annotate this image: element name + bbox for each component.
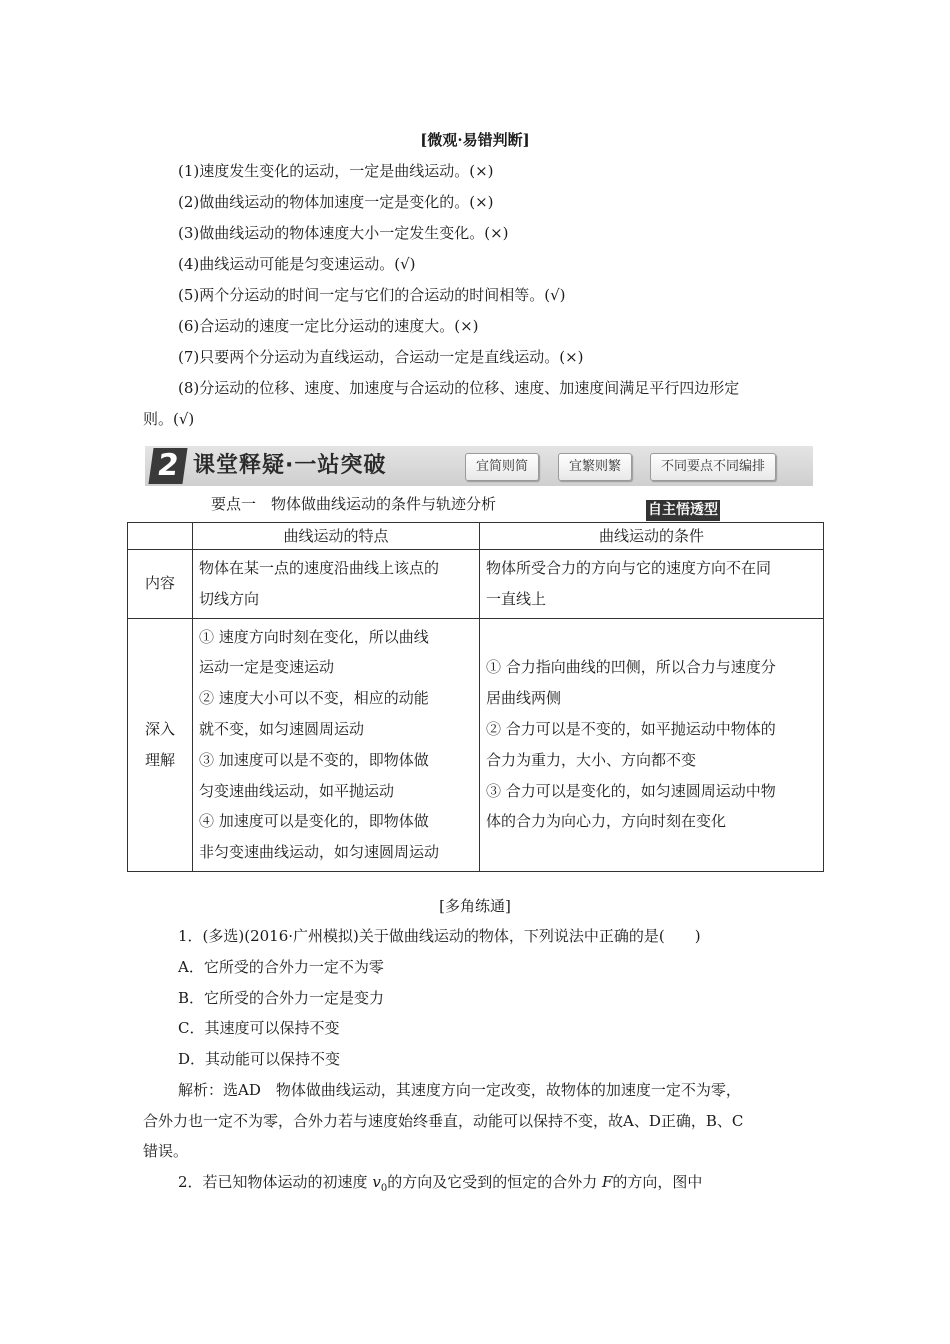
table-corner-cell xyxy=(128,523,193,550)
cell-line: 一直线上 xyxy=(486,589,547,608)
section-title: 课堂释疑·一站突破 xyxy=(193,453,387,478)
cell-line: 匀变速曲线运动，如平抛运动 xyxy=(199,781,395,800)
option-d: D．其动能可以保持不变 xyxy=(178,1050,341,1068)
table-cell xyxy=(193,550,480,619)
table-row xyxy=(128,618,824,871)
cell-line: 切线方向 xyxy=(199,589,260,608)
row-label-content: 内容 xyxy=(128,550,193,619)
q2-v-subscript: 0 xyxy=(380,1183,388,1194)
micro-item-8-line1: (8)分运动的位移、速度、加速度与合运动的位移、速度、加速度间满足平行四边形定 xyxy=(178,379,740,397)
table-row xyxy=(128,550,824,619)
micro-item-6: (6)合运动的速度一定比分运动的速度大。(×) xyxy=(178,317,479,335)
table-header-features: 曲线运动的特点 xyxy=(193,523,480,550)
micro-item-8-line2: 则。(√) xyxy=(143,410,195,428)
micro-item-2: (2)做曲线运动的物体加速度一定是变化的。(×) xyxy=(178,193,494,211)
row-label-line: 理解 xyxy=(144,750,175,769)
cell-line: 非匀变速曲线运动，如匀速圆周运动 xyxy=(199,843,440,862)
q2-mid: 的方向及它受到的恒定的合外力 xyxy=(387,1173,602,1191)
practice-heading: [多角练通] xyxy=(439,897,511,915)
cell-line: 运动一定是变速运动 xyxy=(199,658,335,677)
cell-line: ① 速度方向时刻在变化，所以曲线 xyxy=(199,627,429,646)
table-cell xyxy=(480,550,824,619)
micro-item-7: (7)只要两个分运动为直线运动，合运动一定是直线运动。(×) xyxy=(178,348,584,366)
table-header-conditions: 曲线运动的条件 xyxy=(480,523,824,550)
table-cell xyxy=(193,618,480,871)
cell-line: ③ 合力可以是变化的，如匀速圆周运动中物 xyxy=(486,781,776,800)
analysis-line-2: 合外力也一定不为零，合外力若与速度始终垂直，动能可以保持不变，故A、D正确，B、C xyxy=(143,1112,744,1130)
cell-line: 体的合力为向心力，方向时刻在变化 xyxy=(486,812,727,831)
section-number: 2 xyxy=(148,448,187,484)
cell-line: ③ 加速度可以是不变的，即物体做 xyxy=(199,750,429,769)
question-1: 1．(多选)(2016·广州模拟)关于做曲线运动的物体，下列说法中正确的是( ) xyxy=(178,927,701,945)
tag-varied-button[interactable]: 不同要点不同编排 xyxy=(650,453,776,481)
q2-post: 的方向，图中 xyxy=(612,1173,703,1191)
cell-line: 物体所受合力的方向与它的速度方向不在同 xyxy=(486,559,772,577)
cell-line: ① 合力指向曲线的凹侧，所以合力与速度分 xyxy=(486,658,776,677)
table-header-row xyxy=(128,523,824,550)
section-banner xyxy=(145,446,813,486)
option-c: C．其速度可以保持不变 xyxy=(178,1019,340,1037)
cell-line: ② 合力可以是不变的，如平抛运动中物体的 xyxy=(486,719,776,738)
self-study-badge: 自主悟透型 xyxy=(646,500,720,521)
cell-line: ② 速度大小可以不变，相应的动能 xyxy=(199,689,429,708)
curve-motion-table xyxy=(127,522,824,872)
option-b: B．它所受的合外力一定是变力 xyxy=(178,989,385,1007)
question-2 xyxy=(178,1172,702,1199)
tag-detailed-button[interactable]: 宜繁则繁 xyxy=(558,453,632,481)
cell-line: 就不变，如匀速圆周运动 xyxy=(199,719,365,738)
cell-line: ④ 加速度可以是变化的，即物体做 xyxy=(199,812,429,831)
q2-pre: 2．若已知物体运动的初速度 xyxy=(178,1173,373,1191)
micro-item-4: (4)曲线运动可能是匀变速运动。(√) xyxy=(178,255,416,273)
micro-item-5: (5)两个分运动的时间一定与它们的合运动的时间相等。(√) xyxy=(178,286,566,304)
cell-line: 物体在某一点的速度沿曲线上该点的 xyxy=(199,559,440,577)
table-cell xyxy=(480,618,824,871)
micro-item-3: (3)做曲线运动的物体速度大小一定发生变化。(×) xyxy=(178,224,509,242)
keypoint-title: 要点一 物体做曲线运动的条件与轨迹分析 xyxy=(211,495,497,513)
row-label-understanding xyxy=(128,618,193,871)
analysis-line-3: 错误。 xyxy=(143,1142,189,1160)
cell-line: 居曲线两侧 xyxy=(486,689,562,708)
micro-item-1: (1)速度发生变化的运动，一定是曲线运动。(×) xyxy=(178,162,494,180)
cell-line: 合力为重力，大小、方向都不变 xyxy=(486,750,697,769)
q2-f-symbol: F xyxy=(601,1173,613,1191)
q2-v-symbol: v xyxy=(372,1173,381,1191)
tag-simple-button[interactable]: 宜简则简 xyxy=(465,453,539,481)
row-label-line: 深入 xyxy=(144,719,175,738)
micro-heading: [微观·易错判断] xyxy=(420,131,530,149)
option-a: A．它所受的合外力一定不为零 xyxy=(178,958,384,976)
analysis-line-1: 解析：选AD 物体做曲线运动，其速度方向一定改变，故物体的加速度一定不为零， xyxy=(178,1081,741,1099)
